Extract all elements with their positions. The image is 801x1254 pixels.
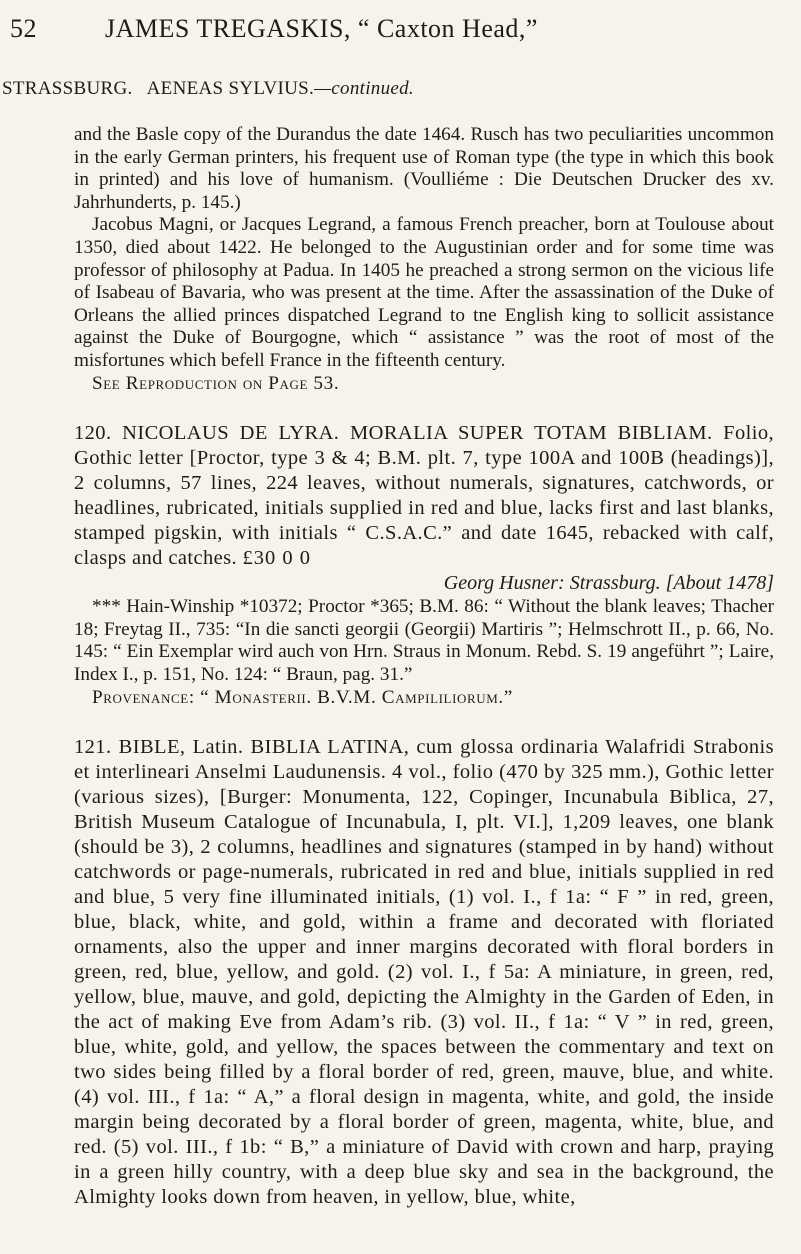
entry-121-heading: BIBLE, Latin. BIBLIA LATINA, cum glossa ordinaria Walafridi Strabonis et interlineari Anselmi Laudunensis. (74, 736, 774, 784)
magni-paragraph: Jacobus Magni, or Jacques Legrand, a famous French preacher, born at Toulouse about 1350, died about 1422. He belonged to the Augustinian order and for some time was professor of philosophy at Padua. In 1405 he preached a strong sermon on the vicious life of Isabeau of Bavaria, who was present at the time. After the assassination of the Duke of Orleans the allied princes dispatched Legrand to tne English king to sollicit assistance against the Duke of Bourgogne, which “ assistance ” was the root of most of the misfortunes which befell France in the fifteenth century. (74, 214, 774, 371)
section-heading (2, 78, 782, 100)
entry-120-price: £30 0 0 (242, 547, 312, 570)
intro-citation: (Voulliéme : Die Deutschen Drucker des xv. Jahrhunderts, p. 145.) (74, 169, 774, 213)
entry-121-description: 4 vol., folio (470 by 325 mm.), Gothic letter (various sizes), [Burger: Monumenta, 122, Copinger, Incunabula Biblica, 27, British Museum Catalogue of Incunabula, I, plt. VI.], 1,209 leaves, one blank (should be 3), 2 columns, headlines and signatures (stamped in by hand) without catchwords or page-numerals, rubricated in red and blue, initials supplied in red and blue, 5 very fine illuminated initials, (1) vol. I., f 1a: “ F ” in red, green, blue, black, white, and gold, within a frame and decorated with floriated ornaments, also the upper and inner margins decorated with floral borders in green, red, blue, yellow, and gold. (2) vol. I., f 5a: A miniature, in green, red, yellow, blue, mauve, and gold, depicting the Almighty in the Garden of Eden, in the act of making Eve from Adam’s rib. (3) vol. II., f 1a: “ V ” in red, green, blue, white, gold, and yellow, the spaces between the commentary and text on two sides being filled by a floral border of red, green, mauve, blue, and white. (4) vol. III., f 1a: “ A,” a floral design in magenta, white, and gold, the inside margin being decorated by a floral border of green, magenta, white, blue, and red. (5) vol. III., f 1b: “ B,” a miniature of David with crown and harp, praying in a green hilly country, with a deep blue sky and sea in the background, the Almighty looks down from heaven, in yellow, blue, white, (74, 761, 774, 1209)
intro-text: and the Basle copy of the Durandus the date 1464. Rusch has two peculiarities uncommon in the early German printers, his frequent use of Roman type (the type in which this book in printed) and his love of humanism. (74, 124, 774, 191)
entry-120-description: Folio, Gothic letter [Proctor, type 3 & 4; B.M. plt. 7, type 100A and 100B (headings)], 2 columns, 57 lines, 224 leaves, without numerals, signatures, catchwords, or headlines, rubricated, initials supplied in red and blue, lacks first and last blanks, stamped pigskin, with initials “ C.S.A.C.” and date 1645, rebacked with calf, clasps and catches. (74, 422, 774, 570)
entry-121 (74, 735, 774, 1210)
entry-120-heading: NICOLAUS DE LYRA. MORALIA SUPER TOTAM BIBLIAM. (122, 422, 713, 445)
entry-120-number: 120. (74, 422, 112, 445)
section-author: AENEAS SYLVIUS. (146, 78, 315, 99)
running-head-title: JAMES TREGASKIS, “ Caxton Head,” (105, 14, 538, 43)
entry-120 (74, 421, 774, 571)
entry-120-printer: Georg Husner: Strassburg. [About 1478] (443, 572, 774, 595)
section-place: STRASSBURG. (2, 78, 133, 99)
page-number: 52 (10, 14, 37, 43)
page-body (74, 124, 774, 1210)
intro-paragraph (74, 124, 774, 214)
entry-120-notes: *** Hain-Winship *10372; Proctor *365; B.M. 86: “ Without the blank leaves; Thacher 18; Freytag II., 735: “In die sancti georgii (Georgii) Martiris ”; Helmschrott II., p. 66, No. 145: “ Ein Exemplar wird auch von Hrn. Straus in Monum. Rebd. S. 19 angeführt ”; Laire, Index I., p. 151, No. 124: “ Braun, pag. 31.” (74, 596, 774, 685)
running-head (10, 14, 780, 44)
entry-121-number: 121. (74, 736, 112, 759)
see-reproduction-note: See Reproduction on Page 53. (92, 372, 340, 394)
entry-120-provenance: Provenance: “ Monasterii. B.V.M. Campililiorum.” (92, 686, 513, 708)
section-continued: —continued. (314, 78, 414, 99)
